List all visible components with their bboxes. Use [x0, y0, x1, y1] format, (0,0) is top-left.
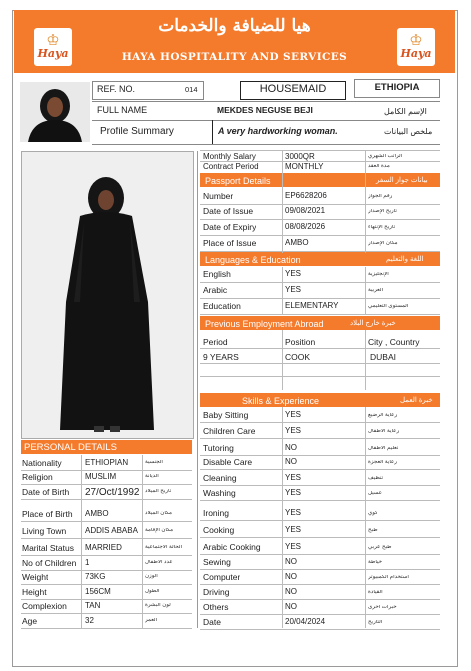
contract-arabic: مدة العقد	[368, 164, 390, 169]
skills-label: Cleaning	[203, 474, 237, 483]
skills-label: Arabic Cooking	[203, 543, 261, 552]
personal-label: Living Town	[22, 527, 67, 536]
profile-summary-label: Profile Summary	[100, 127, 174, 137]
rule	[200, 629, 440, 630]
skills-label: Disable Care	[203, 458, 253, 467]
contract-label: Contract Period	[203, 163, 259, 171]
personal-label: Age	[22, 617, 38, 626]
languages-arabic: العربية	[368, 288, 384, 293]
personal-value: TAN	[85, 602, 101, 610]
employment-header	[200, 316, 440, 330]
contract-arabic: الراتب الشهري	[368, 154, 403, 159]
rule	[200, 161, 440, 162]
rule	[200, 298, 440, 299]
rule	[200, 363, 440, 364]
rule	[21, 570, 192, 571]
full-name-label: FULL NAME	[97, 106, 148, 115]
rule	[282, 330, 283, 390]
personal-label: Marital Status	[22, 544, 74, 553]
passport-label: Number	[203, 192, 234, 201]
languages-header	[200, 252, 440, 266]
languages-value: ELEMENTARY	[285, 302, 339, 310]
languages-value: YES	[285, 270, 302, 278]
skills-value: NO	[285, 588, 297, 596]
passport-label: Date of Issue	[203, 207, 254, 216]
contract-value: MONTHLY	[285, 163, 324, 171]
employment-position: COOK	[285, 353, 311, 362]
personal-arabic: الحالة الاجتماعية	[145, 545, 183, 550]
skills-value: YES	[285, 474, 302, 482]
skills-label: Washing	[203, 489, 236, 498]
rule	[21, 584, 192, 585]
personal-label: Date of Birth	[22, 488, 70, 497]
rule	[21, 628, 192, 629]
rule	[21, 538, 192, 539]
skills-label: Others	[203, 603, 229, 612]
skills-value: NO	[285, 573, 297, 581]
personal-value: 1	[85, 559, 90, 567]
rule	[142, 455, 143, 628]
rule	[21, 555, 192, 556]
personal-arabic: الديانة	[145, 474, 159, 479]
headshot-photo	[20, 82, 90, 142]
personal-value: 32	[85, 617, 94, 625]
country-value: ETHIOPIA	[374, 83, 420, 93]
rule	[81, 455, 82, 628]
rule	[21, 470, 192, 471]
skills-value: YES	[285, 543, 302, 551]
rule	[200, 235, 440, 236]
skills-value: YES	[285, 526, 302, 534]
personal-label: Weight	[22, 573, 49, 582]
languages-label: Education	[203, 302, 241, 311]
passport-arabic: رقم الجواز	[368, 194, 393, 199]
languages-title: Languages & Education	[205, 255, 301, 265]
rule	[212, 120, 213, 144]
personal-label: Place of Birth	[22, 510, 73, 519]
personal-label: Height	[22, 588, 47, 597]
passport-header	[200, 173, 440, 187]
personal-arabic: العمر	[145, 618, 158, 623]
skills-arabic: القيادة	[368, 590, 383, 595]
languages-label: Arabic	[203, 286, 228, 295]
skills-arabic: التاريخ	[368, 620, 383, 625]
personal-value: 27/Oct/1992	[85, 488, 140, 498]
rule	[92, 120, 440, 121]
rule	[21, 484, 192, 485]
rule	[200, 282, 440, 283]
passport-label: Date of Expiry	[203, 223, 257, 232]
rule	[200, 485, 440, 486]
personal-arabic: عدد الأطفال	[145, 560, 173, 565]
rule	[200, 569, 440, 570]
passport-value: 08/08/2026	[285, 223, 326, 231]
rule	[282, 150, 283, 253]
rule	[200, 438, 440, 439]
skills-arabic: تنظيف	[368, 476, 384, 481]
languages-value: YES	[285, 286, 302, 294]
rule	[200, 554, 440, 555]
rule	[365, 267, 366, 315]
rule	[365, 407, 366, 628]
skills-arabic: تعليم الأطفال	[368, 446, 399, 451]
personal-arabic: الوزن	[145, 574, 158, 579]
employment-col-period: Period	[203, 338, 228, 347]
rule	[200, 150, 440, 151]
personal-arabic: الطول	[145, 589, 160, 594]
rule	[200, 204, 440, 205]
rule	[282, 267, 283, 315]
header-arabic-title: هيا للضيافة والخدمات	[158, 16, 311, 36]
rule	[21, 613, 192, 614]
languages-arabic: المستوى التعليمي	[368, 304, 409, 309]
rule	[92, 144, 440, 145]
haya-logo-left: ♔ Haya	[34, 28, 72, 66]
skills-arabic: رعاية العجزة	[368, 460, 397, 465]
profile-summary-value: A very hardworking woman.	[218, 127, 338, 136]
personal-arabic: مكان الميلاد	[145, 511, 173, 516]
profile-summary-arabic: ملخص البيانات	[384, 128, 433, 136]
personal-value: AMBO	[85, 510, 109, 518]
personal-label: No of Children	[22, 559, 77, 568]
personal-value: MUSLIM	[85, 473, 117, 481]
header-banner	[14, 10, 455, 73]
personal-value: 73KG	[85, 573, 106, 581]
skills-label: Children Care	[203, 427, 256, 436]
skills-arabic: كوي	[368, 511, 378, 516]
rule	[200, 469, 440, 470]
rule	[200, 314, 440, 315]
skills-label: Tutoring	[203, 444, 234, 453]
skills-arabic: طبخ	[368, 528, 378, 533]
personal-value: ETHIOPIAN	[85, 459, 129, 467]
languages-arabic: الإنجليزية	[368, 272, 389, 277]
ref-label: REF. NO.	[97, 85, 136, 94]
ref-value: 014	[185, 86, 198, 94]
contract-value: 3000QR	[285, 153, 315, 161]
skills-value: NO	[285, 558, 297, 566]
haya-logo-right: ♔ Haya	[397, 28, 435, 66]
passport-label: Place of Issue	[203, 239, 257, 248]
skills-value: 20/04/2024	[285, 618, 326, 626]
personal-details-title: PERSONAL DETAILS	[24, 442, 117, 453]
column-divider	[197, 151, 198, 628]
full-body-photo	[21, 151, 194, 439]
skills-value: YES	[285, 509, 302, 517]
passport-value: 09/08/2021	[285, 207, 326, 215]
personal-arabic: مكان الإقامة	[145, 528, 174, 533]
rule	[200, 455, 440, 456]
languages-label: English	[203, 270, 231, 279]
passport-arabic: تاريخ الإصدار	[368, 209, 397, 214]
skills-arabic: خبرات أخرى	[368, 605, 397, 610]
passport-arabic: تاريخ الإنتهاء	[368, 225, 396, 230]
skills-label: Baby Sitting	[203, 411, 249, 420]
languages-title-arabic: اللغة والتعليم	[386, 256, 424, 263]
skills-value: YES	[285, 489, 302, 497]
skills-arabic: رعاية الرضيع	[368, 413, 398, 418]
rule	[282, 407, 283, 628]
personal-arabic: تاريخ الميلاد	[145, 489, 172, 494]
passport-value: AMBO	[285, 239, 309, 247]
skills-label: Date	[203, 618, 221, 627]
skills-label: Cooking	[203, 526, 235, 535]
employment-title: Previous Employment Abroad	[205, 319, 324, 329]
employment-country: DUBAI	[370, 353, 396, 362]
rule	[92, 101, 440, 102]
employment-col-position: Position	[285, 338, 316, 347]
employment-period: 9 YEARS	[203, 353, 239, 362]
rule	[21, 499, 192, 500]
skills-value: YES	[285, 411, 302, 419]
personal-value: ADDIS ABABA	[85, 527, 138, 535]
logo-text-right: Haya	[400, 47, 432, 60]
rule	[365, 330, 366, 390]
personal-label: Nationality	[22, 459, 62, 468]
skills-arabic: رعاية الأطفال	[368, 429, 400, 434]
skills-value: NO	[285, 603, 297, 611]
passport-title-arabic: بيانات جواز السفر	[376, 177, 428, 184]
skills-arabic: خياطة	[368, 560, 383, 565]
employment-title-arabic: خبرة خارج البلاد	[350, 320, 396, 327]
skills-title: Skills & Experience	[242, 396, 320, 406]
personal-value: MARRIED	[85, 544, 122, 552]
full-name-arabic: الإسم الكامل	[384, 108, 427, 116]
rule	[200, 500, 440, 501]
personal-label: Complexion	[22, 602, 67, 611]
position-title: HOUSEMAID	[259, 84, 327, 95]
skills-arabic: غسيل	[368, 491, 382, 496]
skills-arabic: استخدام الكمبيوتر	[368, 575, 409, 580]
passport-title: Passport Details	[205, 176, 271, 186]
personal-details-header	[21, 440, 192, 454]
rule	[21, 521, 192, 522]
skills-value: YES	[285, 427, 302, 435]
rule	[200, 348, 440, 349]
skills-label: Sewing	[203, 558, 231, 567]
rule	[200, 584, 440, 585]
contract-label: Monthly Salary	[203, 153, 256, 161]
rule	[200, 219, 440, 220]
skills-header	[200, 393, 440, 407]
skills-value: NO	[285, 458, 297, 466]
personal-label: Religion	[22, 473, 53, 482]
personal-arabic: لون البشرة	[145, 603, 171, 608]
skills-label: Computer	[203, 573, 241, 582]
rule	[200, 599, 440, 600]
rule	[200, 537, 440, 538]
rule	[21, 599, 192, 600]
skills-label: Ironing	[203, 509, 229, 518]
rule	[365, 150, 366, 253]
skills-title-arabic: خبرة العمل	[400, 397, 433, 404]
personal-arabic: الجنسية	[145, 460, 163, 465]
skills-value: NO	[285, 444, 297, 452]
skills-arabic: طبخ عربي	[368, 545, 392, 550]
rule	[200, 376, 440, 377]
rule	[200, 422, 440, 423]
header-english-title: HAYA HOSPITALITY AND SERVICES	[121, 51, 348, 63]
rule	[200, 520, 440, 521]
passport-value: EP6628206	[285, 192, 327, 200]
full-name-value: MEKDES NEGUSE BEJI	[217, 106, 313, 115]
personal-value: 156CM	[85, 588, 111, 596]
passport-arabic: مكان الإصدار	[368, 241, 398, 246]
skills-label: Driving	[203, 588, 230, 597]
logo-text-left: Haya	[37, 47, 69, 60]
rule	[200, 614, 440, 615]
employment-col-country: City , Country	[368, 338, 420, 347]
